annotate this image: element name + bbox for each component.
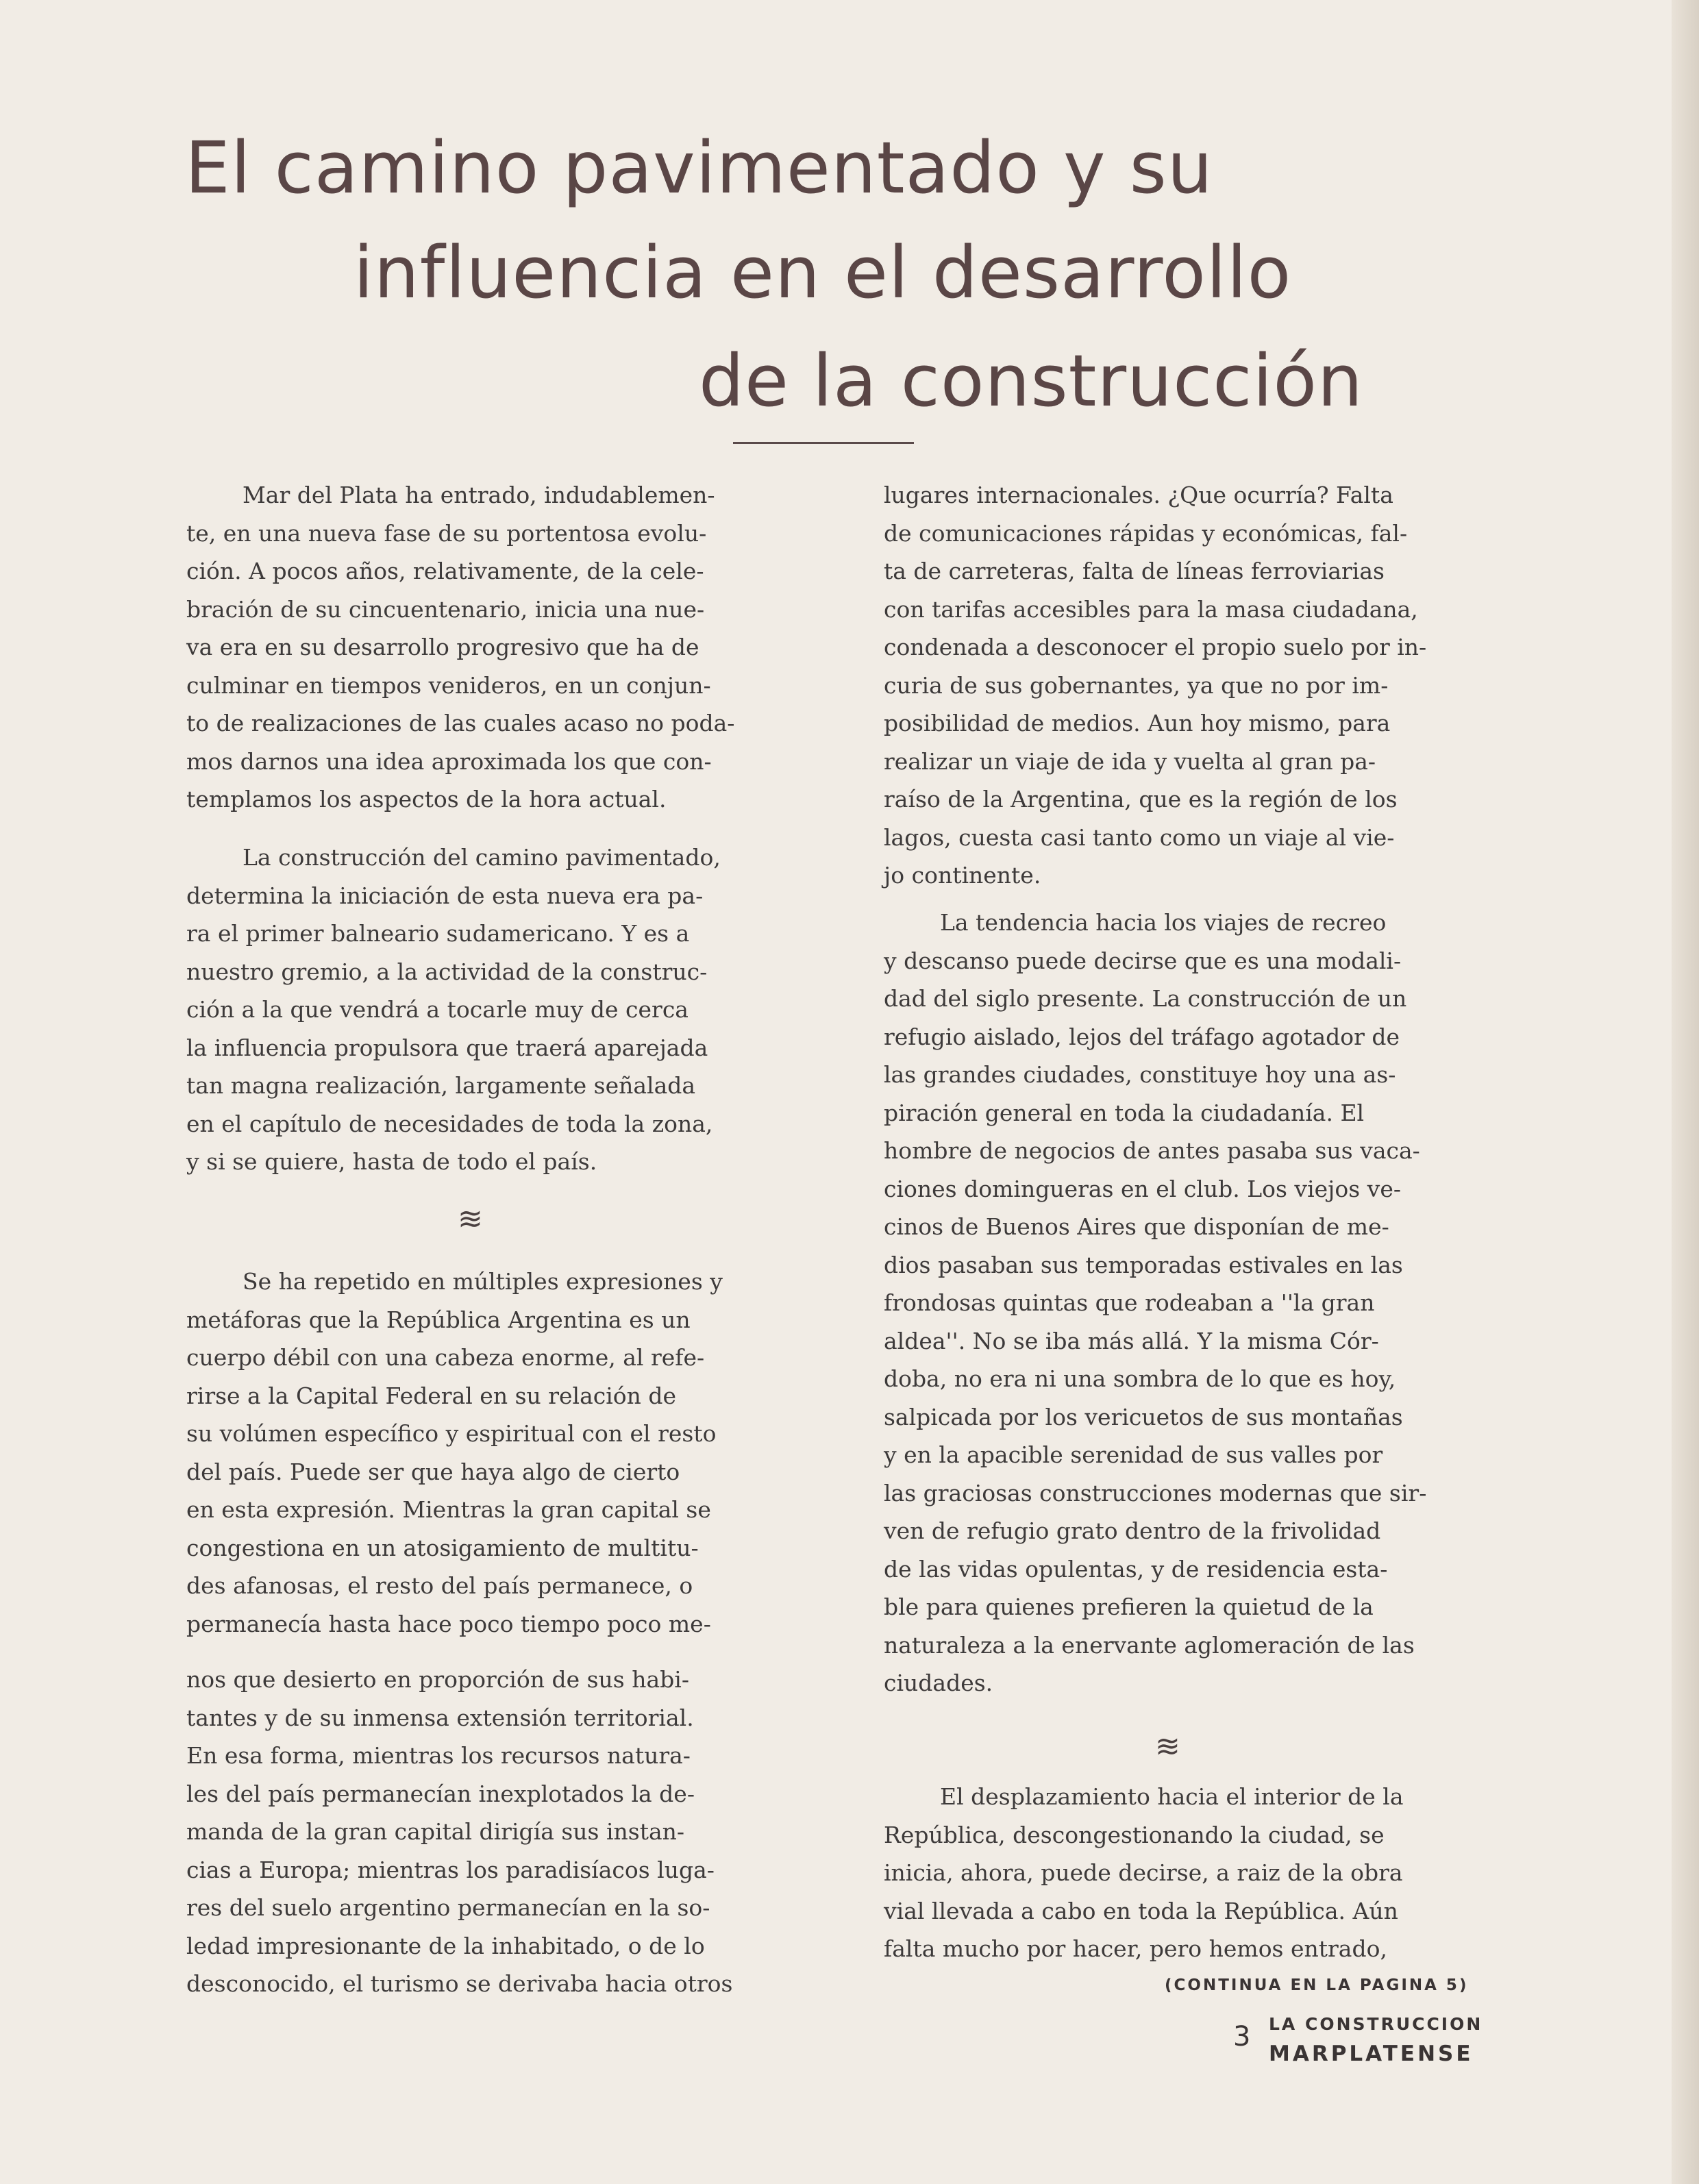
text-line: ciones domingueras en el club. Los viejos ve- — [884, 1175, 1402, 1202]
text-line: ble para quienes prefieren la quietud de la — [884, 1593, 1374, 1620]
text-line: nuestro gremio, a la actividad de la construc- — [186, 958, 708, 985]
text-line: posibilidad de medios. Aun hoy mismo, para — [884, 710, 1391, 736]
text-line: te, en una nueva fase de su portentosa evolu- — [186, 519, 707, 547]
text-line: res del suelo argentino permanecían en la so- — [186, 1894, 710, 1921]
text-line: ta de carreteras, falta de líneas ferroviarias — [884, 558, 1385, 584]
text-line: des afanosas, el resto del país permanece, o — [186, 1572, 693, 1599]
text-line: cias a Europa; mientras los paradisíacos luga- — [186, 1856, 715, 1883]
text-line: jo continente. — [884, 862, 1041, 889]
text-line: en el capítulo de necesidades de toda la zona, — [186, 1110, 713, 1137]
text-line: El desplazamiento hacia el interior de la — [940, 1783, 1404, 1810]
section-ornament-right: ≋ — [1155, 1729, 1180, 1764]
text-line: naturaleza a la enervante aglomeración de las — [884, 1631, 1415, 1659]
title-line-3: de la construcción — [699, 339, 1363, 423]
text-line: frondosas quintas que rodeaban a ''la gran — [884, 1289, 1375, 1316]
text-line: ción a la que vendrá a tocarle muy de cerca — [186, 996, 689, 1023]
text-line: tantes y de su inmensa extensión territorial. — [186, 1704, 694, 1731]
text-line: va era en su desarrollo progresivo que ha de — [186, 634, 699, 660]
left-paragraph-3 — [186, 1263, 767, 1643]
text-line: vial llevada a cabo en toda la República. Aún — [884, 1897, 1398, 1924]
left-paragraph-1 — [186, 476, 767, 819]
text-line: lugares internacionales. ¿Que ocurría? Falta — [884, 482, 1393, 508]
text-line: aldea''. No se iba más allá. Y la misma Cór- — [884, 1327, 1379, 1354]
text-line: de comunicaciones rápidas y económicas, fal- — [884, 519, 1408, 547]
text-line: su volúmen específico y espiritual con el resto — [186, 1420, 717, 1447]
title-line-2: influencia en el desarrollo — [354, 231, 1292, 314]
page-number: 3 — [1233, 2021, 1251, 2052]
text-line: cinos de Buenos Aires que disponían de me- — [884, 1213, 1389, 1240]
text-line: mos darnos una idea aproximada los que con- — [186, 747, 712, 775]
text-line: hombre de negocios de antes pasaba sus vaca- — [884, 1137, 1420, 1164]
text-line: ra el primer balneario sudamericano. Y es a — [186, 920, 690, 947]
title-line-1: El camino pavimentado y su — [185, 126, 1213, 210]
text-line: metáforas que la República Argentina es un — [186, 1306, 691, 1333]
right-paragraph-3 — [884, 1778, 1463, 1968]
text-line: to de realizaciones de las cuales acaso no poda- — [186, 710, 735, 736]
right-paragraph-1 — [884, 476, 1463, 895]
text-line: dios pasaban sus temporadas estivales en las — [884, 1251, 1403, 1278]
text-line: Se ha repetido en múltiples expresiones y — [243, 1268, 723, 1295]
text-line: inicia, ahora, puede decirse, a raiz de la obra — [884, 1859, 1403, 1886]
text-line: y descanso puede decirse que es una modali- — [884, 947, 1402, 974]
text-line: tan magna realización, largamente señalada — [186, 1072, 696, 1099]
magazine-name-line-1: LA CONSTRUCCION — [1269, 2014, 1483, 2034]
text-line: condenada a desconocer el propio suelo por in- — [884, 634, 1427, 660]
text-line: les del país permanecían inexplotados la de- — [186, 1780, 695, 1807]
page-edge — [1672, 0, 1699, 2184]
text-line: y si se quiere, hasta de todo el país. — [186, 1148, 597, 1175]
text-line: en esta expresión. Mientras la gran capital se — [186, 1496, 711, 1523]
text-line: templamos los aspectos de la hora actual. — [186, 786, 667, 812]
text-line: ledad impresionante de la inhabitado, o de lo — [186, 1932, 705, 1959]
text-line: ción. A pocos años, relativamente, de la cele- — [186, 558, 704, 584]
text-line: congestiona en un atosigamiento de multitu- — [186, 1534, 699, 1561]
text-line: realizar un viaje de ida y vuelta al gran pa- — [884, 747, 1376, 775]
text-line: nos que desierto en proporción de sus habi- — [186, 1666, 689, 1693]
text-line: del país. Puede ser que haya algo de cierto — [186, 1458, 680, 1485]
text-line: rirse a la Capital Federal en su relación de — [186, 1382, 677, 1409]
text-line: salpicada por los vericuetos de sus montañas — [884, 1403, 1403, 1430]
text-line: ciudades. — [884, 1670, 993, 1696]
continued-note: (CONTINUA EN LA PAGINA 5) — [1165, 1976, 1469, 1994]
text-line: falta mucho por hacer, pero hemos entrado, — [884, 1935, 1387, 1962]
section-ornament-left: ≋ — [458, 1202, 483, 1237]
text-line: determina la iniciación de esta nueva era pa- — [186, 882, 704, 909]
text-line: En esa forma, mientras los recursos natura- — [186, 1742, 691, 1769]
text-line: lagos, cuesta casi tanto como un viaje al vie- — [884, 823, 1395, 851]
left-paragraph-2 — [186, 839, 767, 1181]
title-divider — [733, 442, 914, 444]
text-line: La tendencia hacia los viajes de recreo — [940, 909, 1387, 936]
text-line: con tarifas accesibles para la masa ciudadana, — [884, 595, 1418, 623]
text-line: ven de refugio grato dentro de la frivolidad — [884, 1517, 1381, 1544]
text-line: La construcción del camino pavimentado, — [243, 844, 721, 871]
text-line: permanecía hasta hace poco tiempo poco me- — [186, 1610, 711, 1637]
text-line: Mar del Plata ha entrado, indudablemen- — [243, 482, 715, 508]
text-line: raíso de la Argentina, que es la región de los — [884, 786, 1398, 812]
text-line: culminar en tiempos venideros, en un conjun- — [186, 671, 711, 699]
left-paragraph-4 — [186, 1661, 767, 2003]
text-line: piración general en toda la ciudadanía. El — [884, 1099, 1365, 1126]
text-line: dad del siglo presente. La construcción de un — [884, 985, 1407, 1012]
text-line: de las vidas opulentas, y de residencia esta- — [884, 1555, 1388, 1583]
text-line: la influencia propulsora que traerá aparejada — [186, 1034, 708, 1061]
text-line: las grandes ciudades, constituye hoy una as- — [884, 1061, 1396, 1088]
text-line: desconocido, el turismo se derivaba hacia otros — [186, 1970, 733, 1997]
text-line: las graciosas construcciones modernas que sir- — [884, 1479, 1427, 1506]
text-line: y en la apacible serenidad de sus valles por — [884, 1441, 1383, 1468]
magazine-name-line-2: MARPLATENSE — [1269, 2042, 1474, 2066]
text-line: curia de sus gobernantes, ya que no por im- — [884, 671, 1389, 699]
text-line: doba, no era ni una sombra de lo que es hoy, — [884, 1365, 1396, 1392]
text-line: bración de su cincuentenario, inicia una nue- — [186, 595, 705, 623]
text-line: manda de la gran capital dirigía sus instan- — [186, 1818, 685, 1845]
right-paragraph-2 — [884, 904, 1463, 1702]
text-line: cuerpo débil con una cabeza enorme, al refe- — [186, 1344, 705, 1371]
text-line: refugio aislado, lejos del tráfago agotador de — [884, 1023, 1400, 1050]
text-line: República, descongestionando la ciudad, se — [884, 1821, 1385, 1848]
